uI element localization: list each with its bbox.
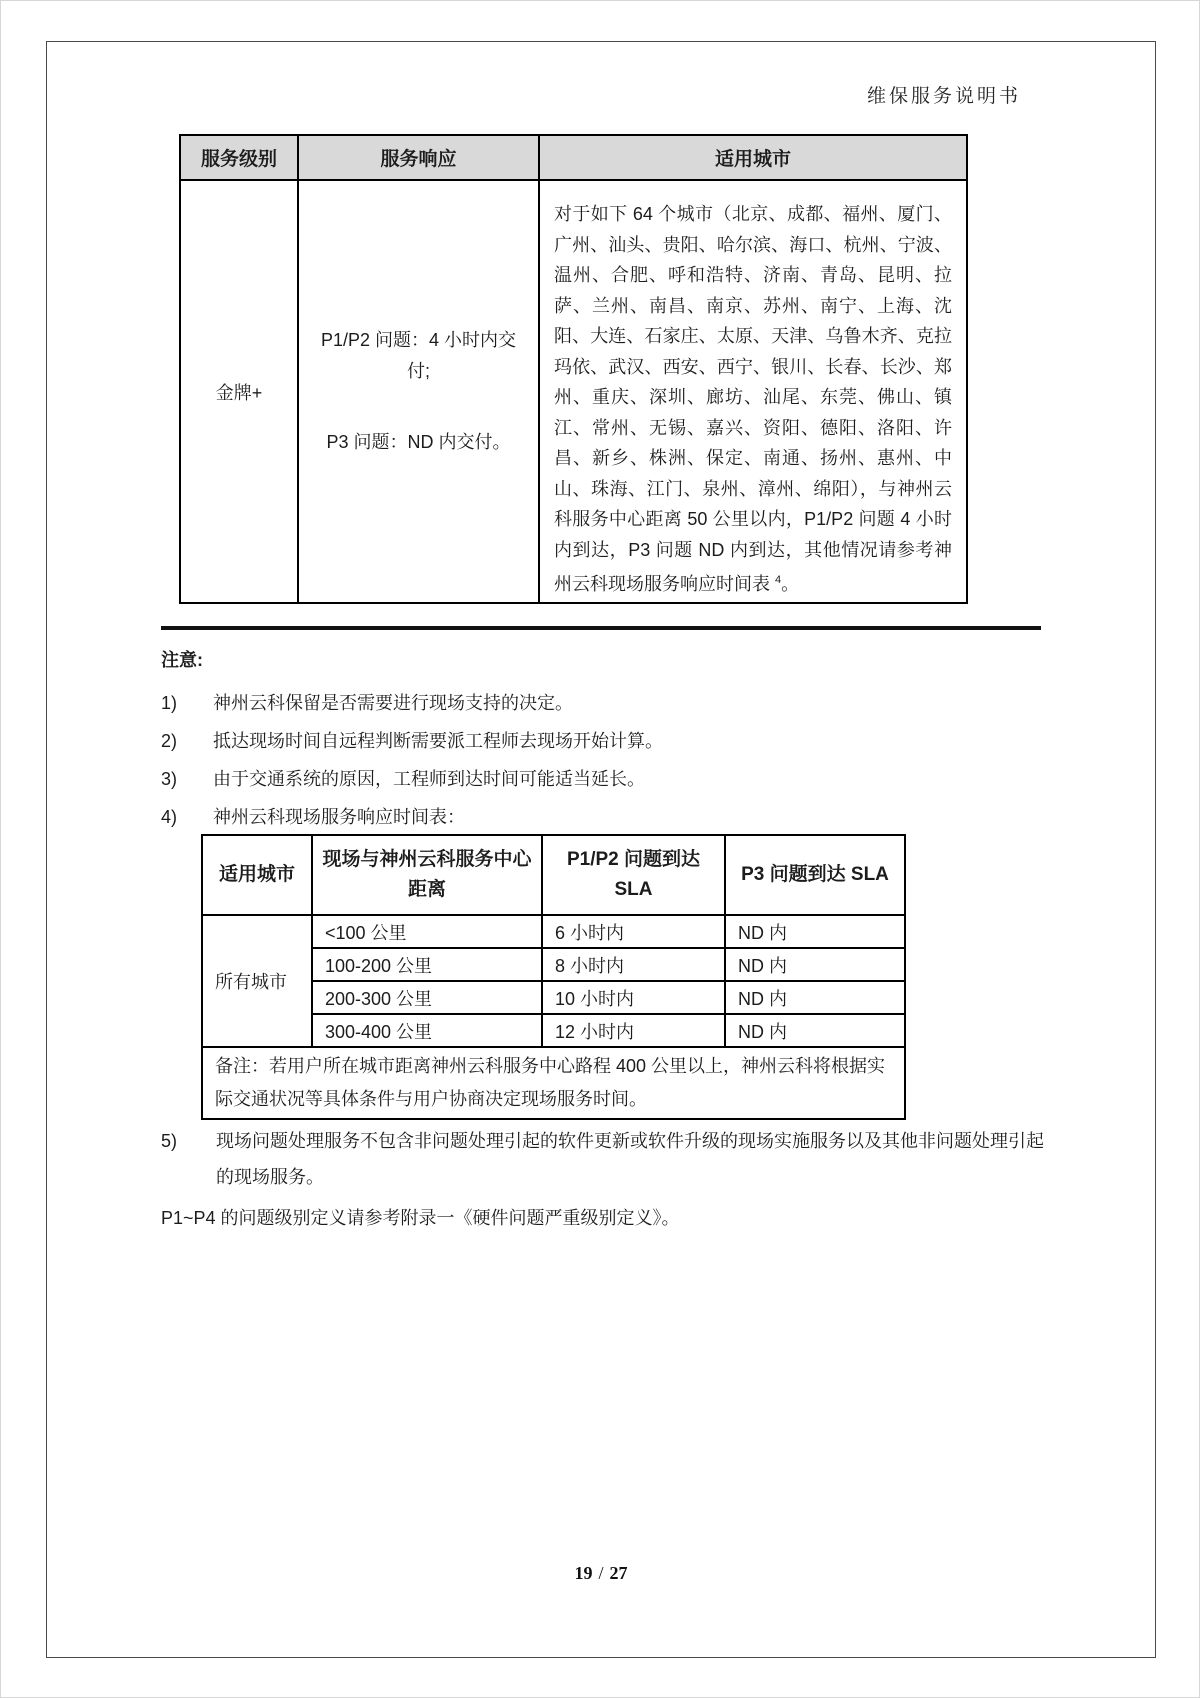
p1p2-sla-cell: 12 小时内 <box>542 1014 725 1047</box>
page-number-separator: / <box>598 1563 604 1583</box>
p3-sla-cell: ND 内 <box>725 981 905 1014</box>
notes-title: 注意: <box>161 650 203 670</box>
note-item-2 <box>161 729 1051 753</box>
p1p2-sla-cell: 6 小时内 <box>542 915 725 948</box>
response-p1p2-text: P1/P2 问题：4 小时内交付; <box>320 330 517 381</box>
service-level-table <box>179 134 968 604</box>
table-remark: 备注：若用户所在城市距离神州云科服务中心路程 400 公里以上，神州云科将根据实际交通状况等具体条件与用户协商决定现场服务时间。 <box>202 1047 905 1119</box>
note-number: 5) <box>161 1131 178 1151</box>
note-number: 1) <box>161 693 178 713</box>
distance-cell: 100-200 公里 <box>312 948 542 981</box>
note-text: 由于交通系统的原因，工程师到达时间可能适当延长。 <box>213 769 645 789</box>
document-header-title: 维保服务说明书 <box>866 86 1021 107</box>
applicable-cities-text: 对于如下 64 个城市（北京、成都、福州、厦门、广州、汕头、贵阳、哈尔滨、海口、杭州、宁波、温州、合肥、呼和浩特、济南、青岛、昆明、拉萨、兰州、南昌、南京、苏州、南宁、上海、沈阳、大连、石家庄、太原、天津、乌鲁木齐、克拉玛依、武汉、西安、西宁、银川、长春、长沙、郑州、重庆、深圳、廊坊、汕尾、东莞、佛山、镇江、常州、无锡、嘉兴、资阳、德阳、洛阳、许昌、新乡、株洲、保定、南通、扬州、惠州、中山、珠海、江门、泉州、漳州、绵阳），与神州云科服务中心距离 50 公里以内，P1/P2 问题 4 小时内到达，P3 问题 ND 内到达，其他情况请参考神州云科现场服务响应时间表 <box>554 204 952 594</box>
distance-cell: 300-400 公里 <box>312 1014 542 1047</box>
remark-row <box>202 1047 905 1119</box>
response-table-header-row <box>202 835 905 915</box>
distance-cell: <100 公里 <box>312 915 542 948</box>
note-text: 现场问题处理服务不包含非问题处理引起的软件更新或软件升级的现场实施服务以及其他非问题处理引起的现场服务。 <box>216 1131 1044 1187</box>
note-text: 抵达现场时间自远程判断需要派工程师去现场开始计算。 <box>213 731 663 751</box>
header-applicable-cities: 适用城市 <box>539 135 967 180</box>
p3-sla-cell: ND 内 <box>725 948 905 981</box>
section-divider-line <box>161 626 1041 630</box>
distance-cell: 200-300 公里 <box>312 981 542 1014</box>
response-p3-text: P3 问题：ND 内交付。 <box>326 432 511 452</box>
service-level-value: 金牌+ <box>180 180 298 603</box>
city-scope-cell: 所有城市 <box>202 915 312 1047</box>
note-item-3 <box>161 767 1051 791</box>
response-time-table <box>201 834 906 1120</box>
service-table-header-row <box>180 135 967 180</box>
note-item-4 <box>161 805 1051 829</box>
note-number: 2) <box>161 731 178 751</box>
notes-section <box>161 646 1051 843</box>
note-number: 4) <box>161 807 178 827</box>
note-text: 神州云科保留是否需要进行现场支持的决定。 <box>213 693 573 713</box>
note-text: 神州云科现场服务响应时间表： <box>213 807 465 827</box>
header-p1p2-sla: P1/P2 问题到达 SLA <box>542 835 725 915</box>
header-p3-sla: P3 问题到达 SLA <box>725 835 905 915</box>
note-item-1 <box>161 691 1051 715</box>
header-applicable-city: 适用城市 <box>202 835 312 915</box>
p1p2-sla-cell: 10 小时内 <box>542 981 725 1014</box>
note-number: 3) <box>161 769 178 789</box>
note-item-5 <box>161 1123 1053 1195</box>
service-table-row <box>180 180 967 603</box>
footnote-reference: 4 <box>775 574 782 586</box>
service-response-cell <box>298 180 539 603</box>
p1p4-definition-text: P1~P4 的问题级别定义请参考附录一《硬件问题严重级别定义》。 <box>161 1208 680 1228</box>
applicable-cities-cell <box>539 180 967 603</box>
page-footer <box>1 1563 1200 1584</box>
p1p2-sla-cell: 8 小时内 <box>542 948 725 981</box>
p3-sla-cell: ND 内 <box>725 915 905 948</box>
total-pages: 27 <box>609 1563 628 1583</box>
header-service-level: 服务级别 <box>180 135 298 180</box>
table-row <box>202 915 905 948</box>
applicable-cities-suffix: 。 <box>781 574 800 594</box>
header-distance: 现场与神州云科服务中心距离 <box>312 835 542 915</box>
closing-section <box>161 1123 1053 1236</box>
header-service-response: 服务响应 <box>298 135 539 180</box>
page-number: 19 <box>574 1563 593 1583</box>
p3-sla-cell: ND 内 <box>725 1014 905 1047</box>
